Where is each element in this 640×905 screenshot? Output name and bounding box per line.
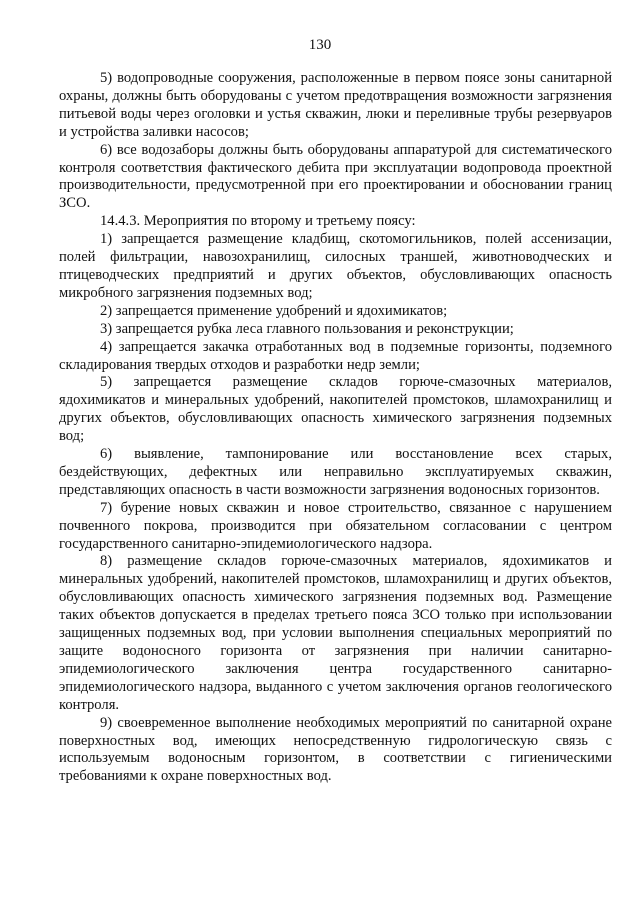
paragraph-item-9-surface-water-protection: 9) своевременное выполнение необходимых мероприятий по санитарной охране поверхностных вод, имеющих непосредственную гидрологическую связь с используемым водоносным горизонтом, в соответствии с гигиеническими требованиями к охране поверхностных вод. xyxy=(59,714,612,785)
page-number: 130 xyxy=(308,37,332,53)
paragraph-item-5-storage-prohibition: 5) запрещается размещение складов горюче-смазочных материалов, ядохимикатов и минеральных удобрений, накопителей промстоков, шламохранилищ и других объектов, обусловливающих опасность химического загрязнения подземных вод; xyxy=(59,374,612,445)
paragraph-item-2-fertilizers: 2) запрещается применение удобрений и ядохимикатов; xyxy=(100,302,448,319)
paragraph-item-5-first-belt-waterworks: 5) водопроводные сооружения, расположенные в первом поясе зоны санитарной охраны, должны быть оборудованы с учетом предотвращения возможности загрязнения питьевой воды через оголовки и устья скважин, люки и переливные трубы резервуаров и устройства заливки насосов; xyxy=(59,70,612,140)
paragraph-item-3-logging: 3) запрещается рубка леса главного пользования и реконструкции; xyxy=(100,320,514,337)
section-heading-14-4-3: 14.4.3. Мероприятия по второму и третьему поясу: xyxy=(100,213,416,230)
paragraph-item-7-new-drilling: 7) бурение новых скважин и новое строительство, связанное с нарушением почвенного покрова, производится при обязательном согласовании с центром государственного санитарно-эпидемиологического надзора. xyxy=(59,499,612,552)
paragraph-item-6-water-intake-monitoring: 6) все водозаборы должны быть оборудованы аппаратурой для систематического контроля соответствия фактического дебита при эксплуатации водопровода проектной производительности, предусмотренной при его проектировании и обосновании границ ЗСО. xyxy=(59,141,612,212)
document-body xyxy=(59,70,612,786)
paragraph-item-4-waste-injection: 4) запрещается закачка отработанных вод в подземные горизонты, подземного складирования твердых отходов и разработки недр земли; xyxy=(59,338,612,373)
paragraph-item-6-old-wells: 6) выявление, тампонирование или восстановление всех старых, бездействующих, дефектных или неправильно эксплуатируемых скважин, представляющих опасность в части возможности загрязнения водоносных горизонтов. xyxy=(59,446,612,498)
paragraph-item-8-storage-placement: 8) размещение складов горюче-смазочных материалов, ядохимикатов и минеральных удобрений, накопителей промстоков, шламохранилищ и других объектов, обусловливающих опасность химического загрязнения подземных вод. Размещение таких объектов допускается в пределах третьего пояса ЗСО только при использовании защищенных подземных вод, при условии выполнения специальных мероприятий по защите водоносного горизонта от загрязнения при наличии санитарно-эпидемиологического заключения центра государственного санитарно-эпидемиологического надзора, выданного с учетом заключения органов геологического контроля. xyxy=(59,553,612,713)
paragraph-item-1-prohibited-placement: 1) запрещается размещение кладбищ, скотомогильников, полей ассенизации, полей фильтрации, навозохранилищ, силосных траншей, животноводческих и птицеводческих предприятий и других объектов, обусловливающих опасность микробного загрязнения подземных вод; xyxy=(59,231,612,301)
